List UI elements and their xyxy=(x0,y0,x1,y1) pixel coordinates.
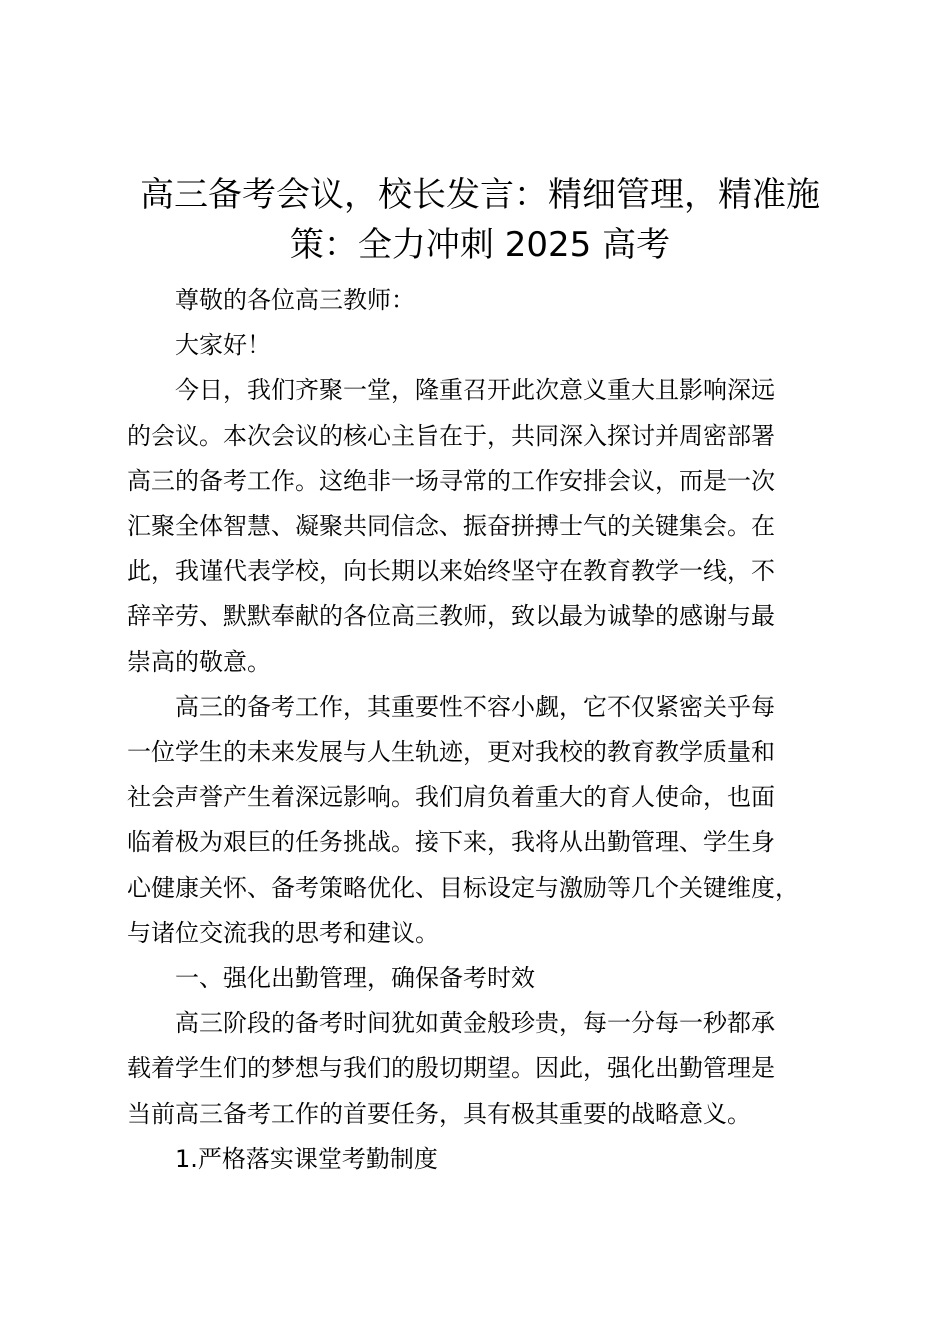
paragraph-1 xyxy=(127,368,852,684)
text-line: 此，我谨代表学校，向长期以来始终坚守在教育教学一线，不 xyxy=(127,557,775,586)
text-line: 高三阶段的备考时间犹如黄金般珍贵，每一分每一秒都承 xyxy=(175,1009,775,1038)
salutation: 尊敬的各位高三教师： xyxy=(175,286,415,314)
paragraph-3 xyxy=(127,1001,852,1137)
text-line: 的会议。本次会议的核心主旨在于，共同深入探讨并周密部署 xyxy=(127,421,775,450)
text-line: 辞辛劳、默默奉献的各位高三教师，致以最为诚挚的感谢与最 xyxy=(127,602,775,631)
text-line: 社会声誉产生着深远影响。我们肩负着重大的育人使命，也面 xyxy=(127,783,775,812)
document-body xyxy=(127,278,852,1182)
text-line: 心健康关怀、备考策略优化、目标设定与激励等几个关键维度， xyxy=(127,873,799,902)
paragraph-2 xyxy=(127,685,852,956)
text-line: 崇高的敬意。 xyxy=(127,647,271,676)
text-line: 载着学生们的梦想与我们的殷切期望。因此，强化出勤管理是 xyxy=(127,1054,775,1083)
title-line-1: 高三备考会议，校长发言：精细管理，精准施 xyxy=(140,175,820,215)
text-line: 当前高三备考工作的首要任务，具有极其重要的战略意义。 xyxy=(127,1099,751,1128)
text-line: 汇聚全体智慧、凝聚共同信念、振奋拼搏士气的关键集会。在 xyxy=(127,512,775,541)
text-line: 高三的备考工作，其重要性不容小觑，它不仅紧密关乎每 xyxy=(175,692,775,721)
text-line: 一位学生的未来发展与人生轨迹，更对我校的教育教学质量和 xyxy=(127,738,775,767)
subheading-1: 1.严格落实课堂考勤制度 xyxy=(175,1144,438,1173)
text-line: 今日，我们齐聚一堂，隆重召开此次意义重大且影响深远 xyxy=(175,376,775,405)
greeting: 大家好！ xyxy=(175,331,271,360)
text-line: 与诸位交流我的思考和建议。 xyxy=(127,918,439,947)
text-line: 高三的备考工作。这绝非一场寻常的工作安排会议，而是一次 xyxy=(127,466,775,495)
title-line-2: 策：全力冲刺 2025 高考 xyxy=(289,225,671,265)
text-line: 临着极为艰巨的任务挑战。接下来，我将从出勤管理、学生身 xyxy=(127,828,775,857)
section-heading-1: 一、强化出勤管理，确保备考时效 xyxy=(175,964,535,993)
document-title xyxy=(110,170,850,270)
